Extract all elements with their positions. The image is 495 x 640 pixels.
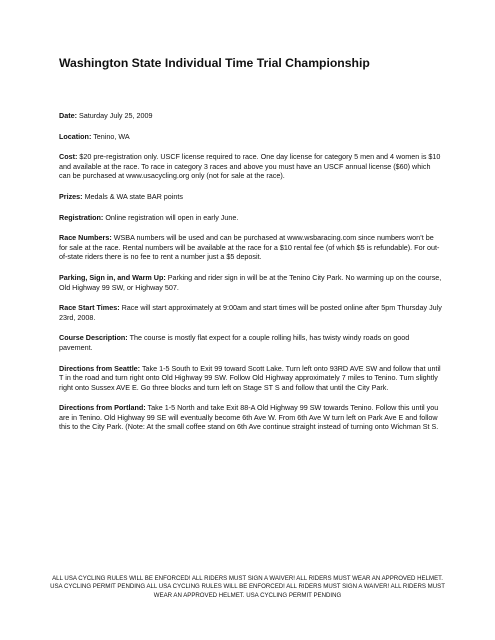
race-numbers-label: Race Numbers: [59,233,112,243]
prizes-section [59,192,444,202]
document-body [59,111,444,443]
prizes-text: Medals & WA state BAR points [82,191,183,201]
course-description-text: The course is mostly flat expect for a couple rolling hills, has twisty windy roads on good pavement. [59,333,410,352]
registration-section [59,213,444,223]
course-description-label: Course Description: [59,333,128,343]
date-section [59,111,444,121]
directions-portland-label: Directions from Portland: [59,403,146,413]
race-start-times-label: Race Start Times: [59,303,120,313]
parking-section [59,273,444,292]
course-description-section [59,333,444,352]
document-title: Washington State Individual Time Trial Championship [59,56,370,70]
directions-portland-section [59,403,444,432]
directions-seattle-text: Take 1-5 South to Exit 99 toward Scott Lake. Turn left onto 93RD AVE SW and follow that until T in the road and turn right onto Old Highway 99 SW. Follow Old Highway approximately 7 miles to Tenino. Turn slightly right onto Sussex AVE E. Go three blocks and turn left on Stage ST S and follow that until the City Park. [59,363,441,392]
parking-label: Parking, Sign in, and Warm Up: [59,272,166,282]
directions-seattle-label: Directions from Seattle: [59,363,141,373]
date-text: Saturday July 25, 2009 [76,111,153,120]
directions-seattle-section [59,364,444,393]
location-label: Location: [59,131,92,141]
cost-label: Cost: [59,152,78,162]
race-numbers-section [59,233,444,262]
race-numbers-text: WSBA numbers will be used and can be purchased at www.wsbaracing.com since numbers won’t be for sale at the race. Rental numbers will be available at the race for a $10 rental fee (of which $5 is refundable). For out-of-state riders there is no fee to rent a number just a $5 deposit. [59,233,440,262]
cost-text: $20 pre-registration only. USCF license required to race. One day license for category 5 men and 4 women is $10 and available at the race. To race in category 3 races and above you must have an USCF annual license ($60) which can be purchased at www.usacycling.org only (not for sale at the race). [59,152,441,181]
directions-portland-text: Take 1-5 North and take Exit 88-A Old Highway 99 SW towards Tenino. Follow this until you are in Tenino. Old Highway 99 SE will eventually become 6th Ave W. From 6th Ave W turn left on Park Ave E and follow this to the City Park. (Note: At the small coffee stand on 6th Ave continue straight instead of turning onto Wichman St S. [59,403,439,432]
cost-section [59,152,444,181]
rules-footer: ALL USA CYCLING RULES WILL BE ENFORCED! ALL RIDERS MUST SIGN A WAIVER! ALL RIDERS MUST WEAR AN APPROVED HELMET. USA CYCLING PERMIT PENDING ALL USA CYCLING RULES WILL BE ENFORCED! ALL RIDERS MUST SIGN A WAIVER! ALL RIDERS MUST WEAR AN APPROVED HELMET. USA CYCLING PERMIT PENDING [50,575,445,599]
registration-text: Online registration will open in early June. [103,212,239,222]
race-start-times-section [59,303,444,322]
location-text: Tenino, WA [91,131,130,141]
prizes-label: Prizes: [59,191,83,201]
registration-label: Registration: [59,212,104,222]
race-start-times-text: Race will start approximately at 9:00am and start times will be posted online after 5pm Thursday July 23rd, 2008. [59,303,442,322]
parking-text: Parking and rider sign in will be at the Tenino City Park. No warming up on the course, Old Highway 99 SW, or Highway 507. [59,272,442,292]
date-label: Date: [59,111,77,120]
location-section [59,132,444,142]
